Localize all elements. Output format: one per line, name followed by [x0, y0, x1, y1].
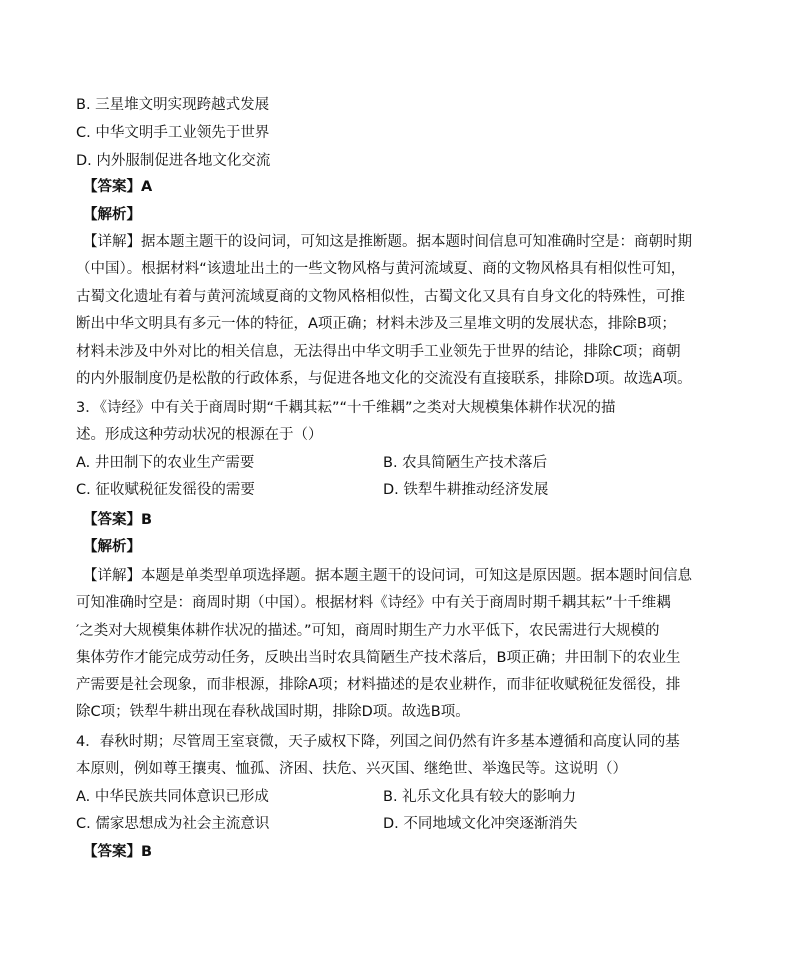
q4-option-b: B. 礼乐文化具有较大的影响力	[383, 789, 577, 805]
q3-detail-line: ′之类对大规模集体耕作状况的描述。”可知，商周时期生产力水平低下，农民需进行大规模的	[76, 623, 660, 639]
q2-option-c: C. 中华文明手工业领先于世界	[76, 125, 270, 141]
q3-detail-line: 【详解】本题是单类型单项选择题。据本题主题干的设问词，可知这是原因题。据本题时间信息	[83, 568, 692, 584]
q3-answer: 【答案】B	[83, 512, 153, 528]
q4-stem-line: 4．春秋时期；尽管周王室衰微，天子威权下降，列国之间仍然有许多基本遵循和高度认同的基	[76, 734, 680, 750]
q2-detail-line: 【详解】据本题主题干的设问词，可知这是推断题。据本题时间信息可知准确时空是：商朝时期	[83, 234, 692, 250]
q3-detail-line: 除C项；铁犁牛耕出现在春秋战国时期，排除D项。故选B项。	[76, 704, 470, 720]
q4-stem-line: 本原则，例如尊王攘夷、恤孤、济困、扶危、兴灭国、继绝世、举逸民等。这说明（）	[76, 761, 627, 777]
q2-detail-line: 古蜀文化遗址有着与黄河流域夏商的文物风格相似性，古蜀文化又具有自身文化的特殊性，可推	[76, 289, 685, 305]
q4-answer: 【答案】B	[83, 844, 153, 860]
q2-detail-line: 材料未涉及中外对比的相关信息，无法得出中华文明手工业领先于世界的结论，排除C项；商朝	[76, 344, 681, 360]
q2-detail-line: 的内外服制度仍是松散的行政体系，与促进各地文化的交流没有直接联系，排除D项。故选A项。	[76, 371, 692, 387]
q2-answer: 【答案】A	[83, 179, 153, 195]
q2-option-d: D. 内外服制促进各地文化交流	[76, 153, 271, 169]
q2-option-b: B. 三星堆文明实现跨越式发展	[76, 97, 270, 113]
q3-stem-line: 3．《诗经》中有关于商周时期“千耦其耘”“十千维耦”之类对大规模集体耕作状况的描	[76, 400, 616, 416]
q4-option-d: D. 不同地域文化冲突逐渐消失	[383, 816, 578, 832]
q3-analysis-label: 【解析】	[83, 539, 141, 555]
q3-detail-line: 产需要是社会现象，而非根源，排除A项；材料描述的是农业耕作，而非征收赋税征发徭役，排	[76, 677, 681, 693]
q3-option-a: A. 井田制下的农业生产需要	[76, 455, 255, 471]
q3-option-d: D. 铁犁牛耕推动经济发展	[383, 482, 549, 498]
q3-option-b: B. 农具简陋生产技术落后	[383, 455, 548, 471]
q2-analysis-label: 【解析】	[83, 207, 141, 223]
q4-option-c: C. 儒家思想成为社会主流意识	[76, 816, 270, 832]
q2-detail-line: （中国）。根据材料“该遗址出土的一些文物风格与黄河流域夏、商的文物风格具有相似性可知，	[76, 261, 686, 277]
q3-detail-line: 集体劳作才能完成劳动任务，反映出当时农具简陋生产技术落后，B项正确；井田制下的农业生	[76, 650, 681, 666]
q3-detail-line: 可知准确时空是：商周时期（中国）。根据材料《诗经》中有关于商周时期千耦其耘”十千维耦	[76, 595, 671, 611]
q4-option-a: A. 中华民族共同体意识已形成	[76, 789, 269, 805]
q3-option-c: C. 征收赋税征发徭役的需要	[76, 482, 255, 498]
q3-stem-line: 述。形成这种劳动状况的根源在于（）	[76, 427, 323, 443]
q2-detail-line: 断出中华文明具有多元一体的特征，A项正确；材料未涉及三星堆文明的发展状态，排除B项；	[76, 316, 676, 332]
